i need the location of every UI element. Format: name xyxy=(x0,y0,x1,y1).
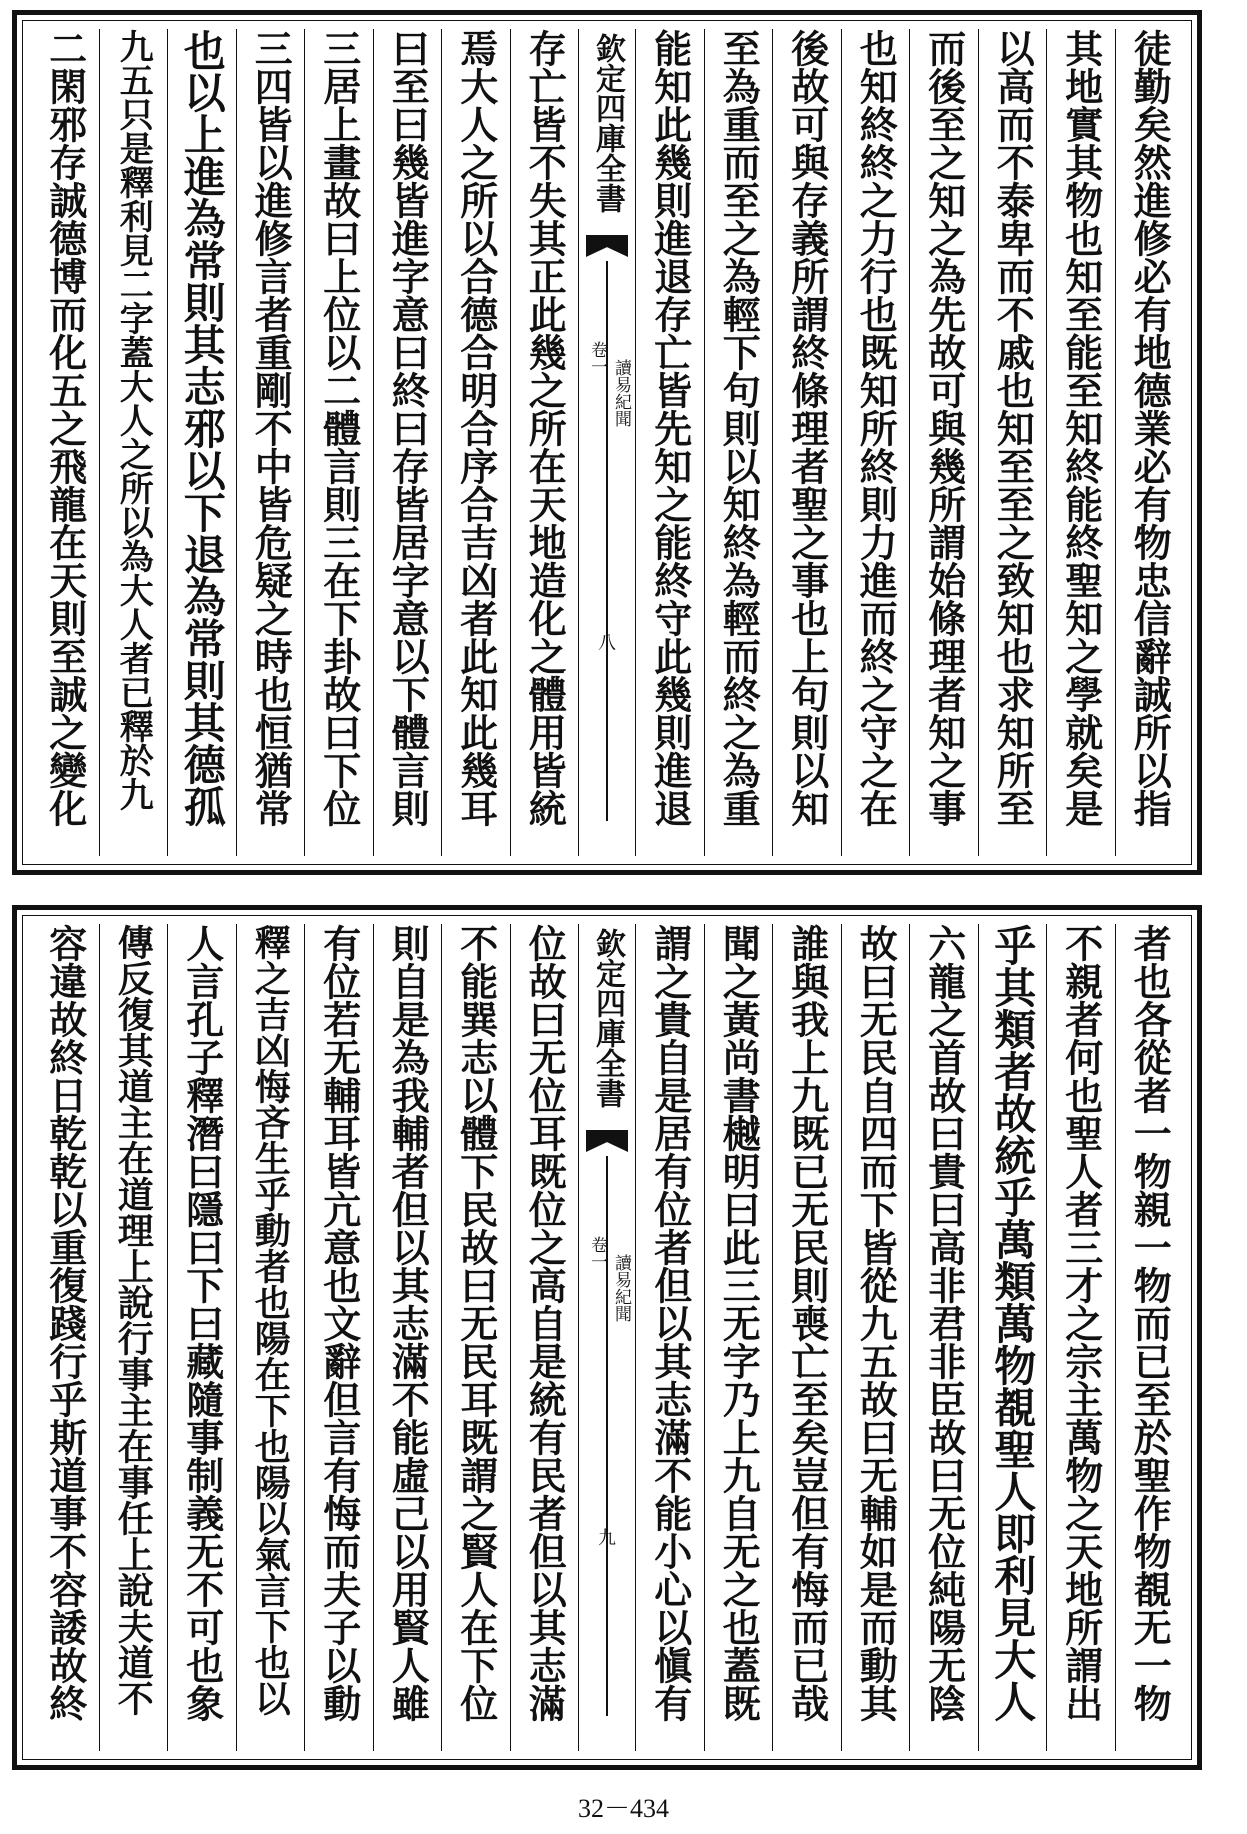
column-text: 焉大人之所以合德合明合序合吉凶者此知此幾耳 xyxy=(453,29,499,827)
page-center-margin xyxy=(578,924,635,1751)
column-text: 謂之貴自是居有位者但以其志滿不能小心以愼有 xyxy=(647,924,693,1722)
column-text: 徒勤矣然進修必有地德業必有物忠信辭誠所以指 xyxy=(1127,29,1173,827)
column-text: 不能巽志以體下民故曰无民耳既謂之賢人在下位 xyxy=(453,924,499,1722)
top-page xyxy=(12,10,1202,875)
bottom-page xyxy=(12,905,1202,1770)
text-column xyxy=(635,29,704,856)
text-column xyxy=(31,924,99,1751)
text-column xyxy=(1046,29,1115,856)
book-title: 讀易紀聞 xyxy=(611,1254,631,1322)
column-text: 傳反復其道主在道理上說行事主在事任上說夫道不 xyxy=(112,924,155,1716)
text-column xyxy=(978,29,1047,856)
footer-page-code: 32－434 xyxy=(577,1794,669,1823)
column-text: 者也各從者一物親一物而已至於聖作物覩无一物 xyxy=(1127,924,1173,1722)
text-column xyxy=(373,924,442,1751)
column-text: 三四皆以進修言者重剛不中皆危疑之時也恒猶常 xyxy=(248,29,294,827)
column-text: 容違故終日乾乾以重復踐行乎斯道事不容諉故終 xyxy=(42,924,88,1722)
text-column xyxy=(978,924,1047,1751)
collection-title: 欽定四庫全書 xyxy=(590,33,625,213)
fish-tail-mark xyxy=(586,235,628,257)
column-text: 聞之黃尚書樾明曰此三无字乃上九自无之也蓋既 xyxy=(716,924,762,1722)
column-text: 六龍之首故曰貴曰高非君非臣故曰无位純陽无陰 xyxy=(921,924,967,1722)
column-text: 也知終終之力行也既知所終則力進而終之守之在 xyxy=(853,29,899,827)
volume-label: 卷一 xyxy=(587,1236,607,1270)
column-text: 其地實其物也知至能至知終能終聖知之學就矣是 xyxy=(1058,29,1104,827)
column-text: 有位若无輔耳皆亢意也文辭但言有悔而夫子以動 xyxy=(316,924,362,1722)
column-text: 存亡皆不失其正此幾之所在天地造化之體用皆統 xyxy=(522,29,568,827)
text-column xyxy=(236,29,305,856)
column-text: 二閑邪存誠德博而化五之飛龍在天則至誠之變化 xyxy=(42,29,88,827)
column-text: 三居上畫故曰上位以二體言則三在下卦故曰下位 xyxy=(316,29,362,827)
text-column xyxy=(304,924,373,1751)
leaf-number: 九 xyxy=(598,1528,616,1549)
text-column xyxy=(772,29,841,856)
column-text: 釋之吉凶悔吝生乎動者也陽在下也陽以氣言下也以 xyxy=(249,924,292,1716)
bottom-page-columns xyxy=(31,924,1183,1751)
book-title: 讀易紀聞 xyxy=(611,359,631,427)
text-column xyxy=(841,29,910,856)
leaf-number: 八 xyxy=(598,633,616,654)
column-text: 曰至曰幾皆進字意曰終曰存皆居字意以下體言則 xyxy=(385,29,431,827)
column-text: 不親者何也聖人者三才之宗主萬物之天地所謂出 xyxy=(1058,924,1104,1722)
column-text: 能知此幾則進退存亡皆先知之能終守此幾則進退 xyxy=(647,29,693,827)
text-column xyxy=(31,29,99,856)
text-column xyxy=(99,29,168,856)
text-column xyxy=(510,924,579,1751)
text-column xyxy=(704,924,773,1751)
text-column xyxy=(441,29,510,856)
column-text: 人言孔子釋潛曰隱曰下曰藏隨事制義无不可也象 xyxy=(179,924,225,1722)
column-text: 則自是為我輔者但以其志滿不能虛己以用賢人雖 xyxy=(385,924,431,1722)
column-text: 乎其類者故統乎萬類萬物覩聖人即利見大人 xyxy=(988,924,1038,1722)
text-column xyxy=(441,924,510,1751)
column-text: 至為重而至之為輕下句則以知終為輕而終之為重 xyxy=(716,29,762,827)
column-text: 位故曰无位耳既位之高自是統有民者但以其志滿 xyxy=(522,924,568,1722)
volume-label: 卷一 xyxy=(587,341,607,375)
text-column xyxy=(1115,29,1184,856)
text-column xyxy=(304,29,373,856)
text-column xyxy=(841,924,910,1751)
text-column xyxy=(635,924,704,1751)
page-center-margin xyxy=(578,29,635,856)
text-column xyxy=(510,29,579,856)
fish-tail-mark xyxy=(586,1130,628,1152)
collection-title: 欽定四庫全書 xyxy=(590,928,625,1108)
column-text: 誰與我上九既已无民則喪亡至矣豈但有悔而已哉 xyxy=(784,924,830,1722)
top-page-columns xyxy=(31,29,1183,856)
text-column xyxy=(909,29,978,856)
text-column xyxy=(909,924,978,1751)
text-column xyxy=(772,924,841,1751)
column-text: 以高而不泰卑而不戚也知至至之致知也求知所至 xyxy=(990,29,1036,827)
column-text: 九五只是釋利見二字蓋大人之所以為大人者已釋於九 xyxy=(113,29,154,811)
column-text: 故曰无民自四而下皆從九五故曰无輔如是而動其 xyxy=(853,924,899,1722)
column-text: 而後至之知之為先故可與幾所謂始條理者知之事 xyxy=(921,29,967,827)
text-column xyxy=(236,924,305,1751)
column-text: 也以上進為常則其志邪以下退為常則其德孤 xyxy=(177,29,227,827)
text-column xyxy=(167,924,236,1751)
text-column xyxy=(99,924,168,1751)
text-column xyxy=(373,29,442,856)
text-column xyxy=(1046,924,1115,1751)
text-column xyxy=(167,29,236,856)
text-column xyxy=(1115,924,1184,1751)
column-text: 後故可與存義所謂終條理者聖之事也上句則以知 xyxy=(784,29,830,827)
text-column xyxy=(704,29,773,856)
